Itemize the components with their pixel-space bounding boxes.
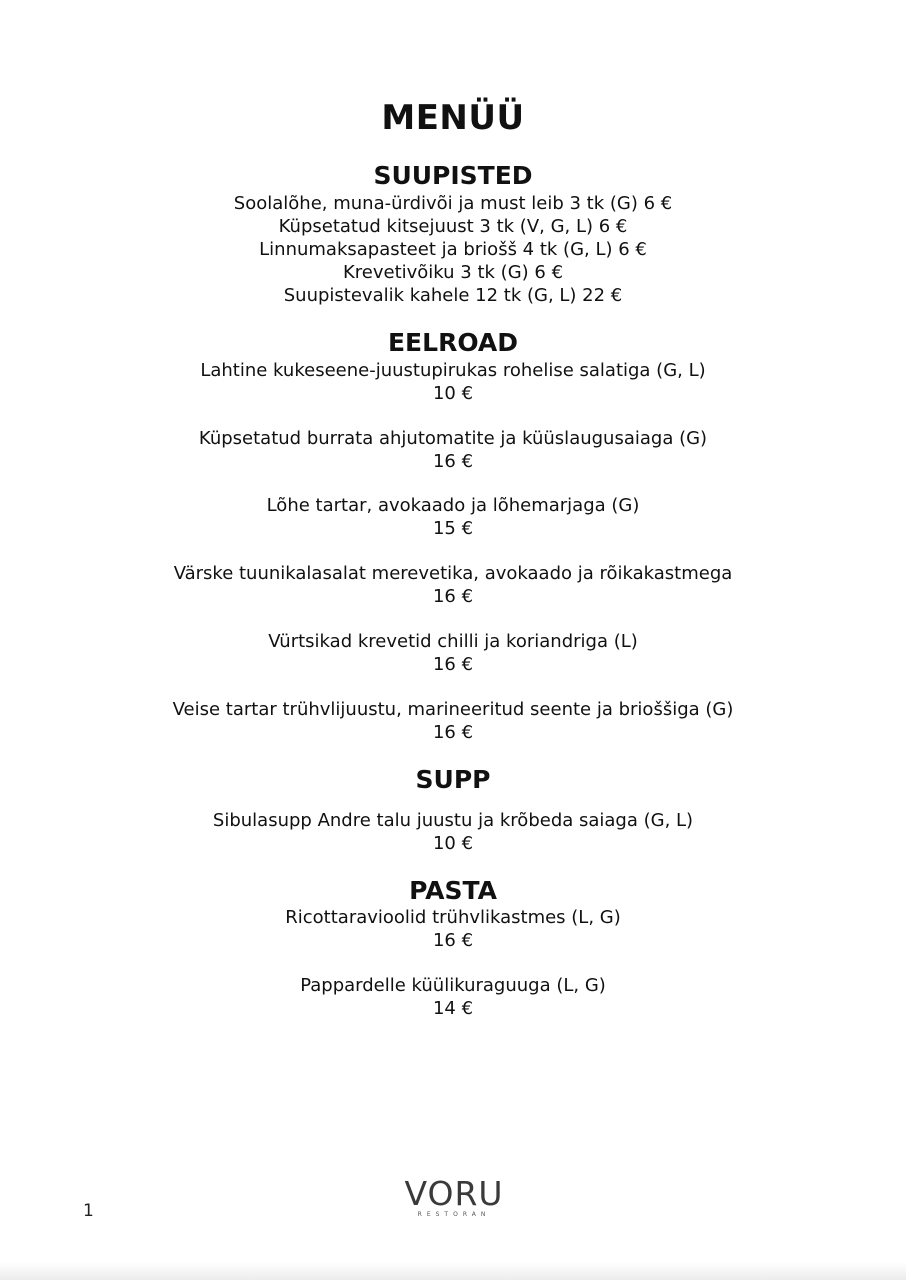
menu-item-name: Pappardelle küülikuraguuga (L, G)	[300, 975, 606, 996]
menu-item-price: 10 €	[432, 383, 474, 404]
section-heading-suupisted: SUUPISTED	[373, 161, 533, 190]
menu-item-price: 16 €	[432, 930, 474, 951]
menu-item-name: Sibulasupp Andre talu juustu ja krõbeda saiaga (G, L)	[212, 810, 694, 831]
menu-item-name: Veise tartar trühvlijuustu, marineeritud seente ja brioššiga (G)	[172, 699, 734, 720]
restaurant-logo	[396, 1176, 512, 1220]
menu-item: Linnumaksapasteet ja briošš 4 tk (G, L) 6 €	[259, 239, 647, 260]
menu-item-price: 16 €	[432, 451, 474, 472]
menu-item-name: Küpsetatud burrata ahjutomatite ja küüslaugusaiaga (G)	[198, 428, 708, 449]
section-heading-supp: SUPP	[415, 765, 491, 794]
menu-item: Küpsetatud kitsejuust 3 tk (V, G, L) 6 €	[278, 216, 628, 237]
menu-item-price: 16 €	[432, 654, 474, 675]
page-bottom-edge	[0, 1262, 906, 1280]
menu-item: Krevetivõiku 3 tk (G) 6 €	[342, 262, 564, 283]
section-heading-pasta: PASTA	[409, 876, 497, 905]
menu-item-name: Vürtsikad krevetid chilli ja koriandriga (L)	[268, 631, 638, 652]
menu-item: Soolalõhe, muna-ürdivõi ja must leib 3 tk (G) 6 €	[233, 193, 673, 214]
logo-wordmark: VORU	[404, 1174, 504, 1213]
menu-item-name: Lõhe tartar, avokaado ja lõhemarjaga (G)	[266, 495, 640, 516]
menu-item-name: Lahtine kukeseene-juustupirukas rohelise salatiga (G, L)	[200, 360, 706, 381]
logo-subtext: RESTORAN	[417, 1211, 491, 1218]
section-heading-eelroad: EELROAD	[387, 328, 519, 357]
menu-item-name: Ricottaravioolid trühvlikastmes (L, G)	[285, 907, 621, 928]
page-title: MENÜÜ	[381, 98, 525, 138]
menu-item-price: 16 €	[432, 586, 474, 607]
menu-item-price: 10 €	[432, 833, 474, 854]
menu-item-name: Värske tuunikalasalat merevetika, avokaado ja rõikakastmega	[173, 563, 733, 584]
menu-item: Suupistevalik kahele 12 tk (G, L) 22 €	[283, 285, 623, 306]
menu-item-price: 16 €	[432, 722, 474, 743]
page-number: 1	[83, 1201, 94, 1221]
menu-item-price: 15 €	[432, 518, 474, 539]
menu-item-price: 14 €	[432, 998, 474, 1019]
